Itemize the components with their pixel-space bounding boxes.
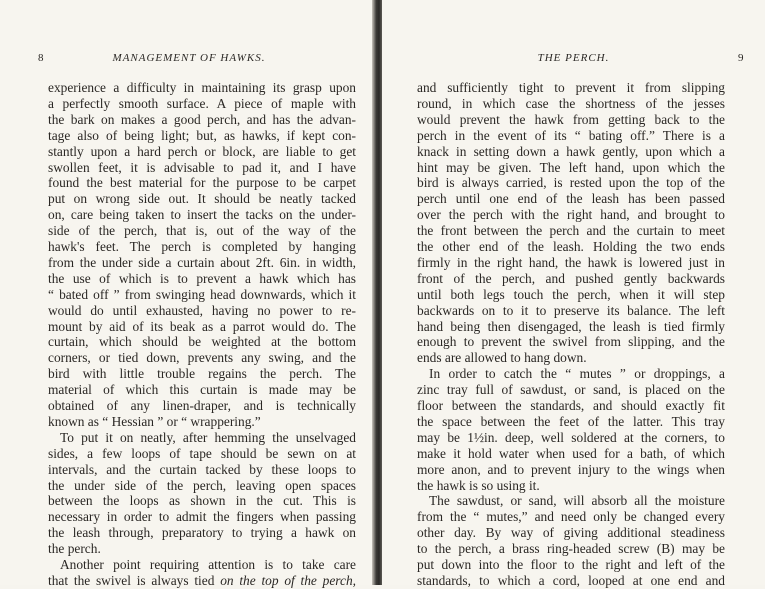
text-line-content: that the swivel is always tied	[48, 572, 215, 588]
text-line	[48, 128, 356, 144]
text-line	[48, 144, 356, 160]
text-line-content: between the loops as shown in the cut. This is	[48, 493, 356, 509]
text-line	[48, 334, 356, 350]
text-line-content: put down into the floor to the right and left of the	[417, 557, 725, 572]
text-line	[48, 303, 356, 319]
text-line-content: tage also of being light; but, as hawks, if kept con-	[48, 127, 356, 143]
text-line	[48, 175, 356, 191]
text-line-content: bird with little trouble regains the perch. The	[48, 366, 356, 382]
text-line-content: standards, to which a cord, looped at one end and	[417, 572, 725, 588]
text-line	[417, 128, 725, 144]
text-line	[417, 160, 725, 176]
text-line-content: would do until exhausted, having no power to re-	[48, 302, 356, 318]
text-line-content: To put it on neatly, after hemming the unselvaged	[60, 429, 356, 445]
text-line	[48, 287, 356, 303]
text-line-content: until both legs touch the perch, when it will step	[417, 286, 725, 302]
left-page-number: 8	[38, 52, 44, 64]
text-line	[48, 446, 356, 462]
text-line-content: hawk's feet. The perch is completed by hanging	[48, 239, 356, 254]
left-running-head: MANAGEMENT OF HAWKS.	[112, 52, 266, 64]
text-line	[417, 287, 725, 303]
text-line-content: perch in the event of its “ bating off.” There is a	[417, 127, 725, 143]
text-line-content: make it hold water when used for a bath, of which	[417, 445, 725, 461]
text-line-content: from the “ mutes,” and need only be changed every	[417, 509, 725, 525]
text-line-content: the under side of the perch, leaving open spaces	[48, 477, 356, 493]
text-line	[417, 478, 725, 494]
text-line-content: the bark on makes a good perch, and has the advan-	[48, 111, 356, 127]
text-line-content: “ bated off ” from swinging head downwards, which it	[48, 286, 356, 302]
text-line-content: ends are allowed to hang down.	[417, 350, 587, 366]
text-line	[48, 382, 356, 398]
text-line	[417, 255, 725, 271]
text-line	[417, 382, 725, 398]
text-line-content: over the perch with the right hand, and brought to	[417, 207, 725, 223]
text-line-content: side of the perch, that is, out of the way of the	[48, 223, 356, 239]
text-line	[417, 112, 725, 128]
text-line	[48, 541, 356, 557]
text-line-content: firmly in the right hand, the hawk is lowered just in	[417, 254, 725, 270]
text-line	[48, 80, 356, 96]
text-line	[417, 509, 725, 525]
text-line	[417, 319, 725, 335]
text-line-content: backwards on to it to preserve its balance. The left	[417, 302, 725, 318]
text-line	[48, 350, 356, 366]
text-line-content: hint may be given. The left hand, upon which the	[417, 159, 725, 175]
text-line-content: perch until one end of the leash has been passed	[417, 191, 725, 207]
text-line-content: put on wrong side out. It should be neatly tacked	[48, 191, 356, 207]
text-line-content: zinc tray full of sawdust, or sand, is placed on the	[417, 382, 725, 398]
text-line-content: mount by aid of its beak as a parrot would do. The	[48, 318, 356, 334]
text-line-content: round, in which case the shortness of the jesses	[417, 95, 725, 111]
text-line-content: bird is always carried, is rested upon the top of the	[417, 175, 725, 191]
text-line	[417, 493, 725, 509]
text-line	[417, 350, 725, 366]
text-line	[48, 414, 356, 430]
text-line	[417, 96, 725, 112]
text-line-content: the leash through, preparatory to trying a hawk on	[48, 525, 356, 541]
right-page-number: 9	[738, 52, 744, 64]
text-line	[417, 144, 725, 160]
text-line-content: enough to prevent the swivel from slipping, and the	[417, 334, 725, 350]
text-line	[48, 160, 356, 176]
text-line-content: the hawk is so using it.	[417, 477, 540, 493]
text-line	[417, 303, 725, 319]
text-line	[48, 191, 356, 207]
text-line-content: intervals, and the curtain tacked by these loops to	[48, 461, 356, 477]
text-line-content: other day. By way of giving additional steadiness	[417, 525, 725, 541]
text-line	[417, 334, 725, 350]
text-line	[417, 271, 725, 287]
text-line-content: sides, a few loops of tape should be sewn on at	[48, 445, 356, 461]
text-line-content: obtained of any linen-draper, and is technically	[48, 398, 356, 413]
text-line	[417, 207, 725, 223]
text-line	[48, 573, 356, 589]
text-line-content: The sawdust, or sand, will absorb all the moisture	[429, 493, 725, 509]
text-line	[48, 223, 356, 239]
text-line-content: the other end of the leash. Holding the two ends	[417, 239, 725, 254]
right-running-head: THE PERCH.	[537, 52, 610, 64]
text-line	[417, 430, 725, 446]
text-line	[417, 175, 725, 191]
text-line-content: knack in setting down a hawk gently, upon which a	[417, 143, 725, 159]
text-line	[417, 446, 725, 462]
text-line-content: floor between the standards, and should exactly fit	[417, 398, 725, 413]
text-line-content: the perch.	[48, 541, 101, 557]
text-line-content: the front between the perch and the curtain to meet	[417, 223, 725, 239]
text-line-content: corners, or tied down, prevents any swing, and the	[48, 350, 356, 366]
text-line	[48, 366, 356, 382]
text-line	[48, 398, 356, 414]
text-line	[48, 96, 356, 112]
text-line	[48, 255, 356, 271]
text-line-content: front of the perch, and pushed gently backwards	[417, 270, 725, 286]
text-line	[48, 112, 356, 128]
text-line	[417, 191, 725, 207]
text-line	[417, 541, 725, 557]
text-line-content: material of which this curtain is made may be	[48, 382, 356, 398]
text-line	[417, 557, 725, 573]
text-line	[417, 462, 725, 478]
text-line	[48, 207, 356, 223]
text-line	[48, 557, 356, 573]
text-line-content: the space between the feet of the latter. This tray	[417, 413, 725, 429]
italic-phrase: on the top of the perch,	[220, 572, 356, 588]
text-line	[48, 430, 356, 446]
text-line	[417, 573, 725, 589]
text-line	[48, 525, 356, 541]
text-line-content: on, care being taken to insert the tacks on the under-	[48, 207, 356, 223]
text-line-content: would prevent the hawk from getting back to the	[417, 111, 725, 127]
text-line-content: and sufficiently tight to prevent it from slipping	[417, 80, 725, 95]
text-line-content: from the under side a curtain about 2ft. 6in. in width,	[48, 254, 356, 270]
text-line-content: hand being then disengaged, the leash is tied firmly	[417, 318, 725, 334]
text-line-content: swollen feet, it is advisable to pad it, and I have	[48, 159, 356, 175]
text-line	[48, 478, 356, 494]
text-line-content: may be 1½in. deep, well soldered at the corners, to	[417, 429, 725, 445]
text-line-content: In order to catch the “ mutes ” or droppings, a	[429, 366, 725, 382]
text-line-content: experience a difficulty in maintaining its grasp upon	[48, 80, 356, 95]
text-line	[417, 239, 725, 255]
text-line-content: known as “ Hessian ” or “ wrappering.”	[48, 413, 261, 429]
text-line	[48, 493, 356, 509]
text-line	[417, 223, 725, 239]
text-line	[48, 462, 356, 478]
text-line-content: found the best material for the purpose to be carpet	[48, 175, 356, 191]
text-line-content: the use of which is to prevent a hawk which has	[48, 270, 356, 286]
text-line	[417, 366, 725, 382]
text-line-content: curtain, which should be weighted at the bottom	[48, 334, 356, 350]
text-line-content: more anon, and to prevent injury to the wings when	[417, 461, 725, 477]
text-line-content: to the perch, a brass ring-headed screw (B) may be	[417, 541, 725, 557]
text-line	[417, 398, 725, 414]
left-page	[0, 0, 378, 588]
text-line-content: stantly upon a hard perch or block, are liable to get	[48, 143, 356, 159]
text-line	[48, 239, 356, 255]
text-line-content: a perfectly smooth surface. A piece of maple with	[48, 95, 356, 111]
text-line	[48, 509, 356, 525]
text-line	[48, 319, 356, 335]
text-line	[417, 414, 725, 430]
text-line-content: necessary in order to admit the fingers when passing	[48, 509, 356, 525]
text-line-content: Another point requiring attention is to take care	[60, 557, 356, 572]
text-line	[48, 271, 356, 287]
text-line	[417, 525, 725, 541]
text-line	[417, 80, 725, 96]
